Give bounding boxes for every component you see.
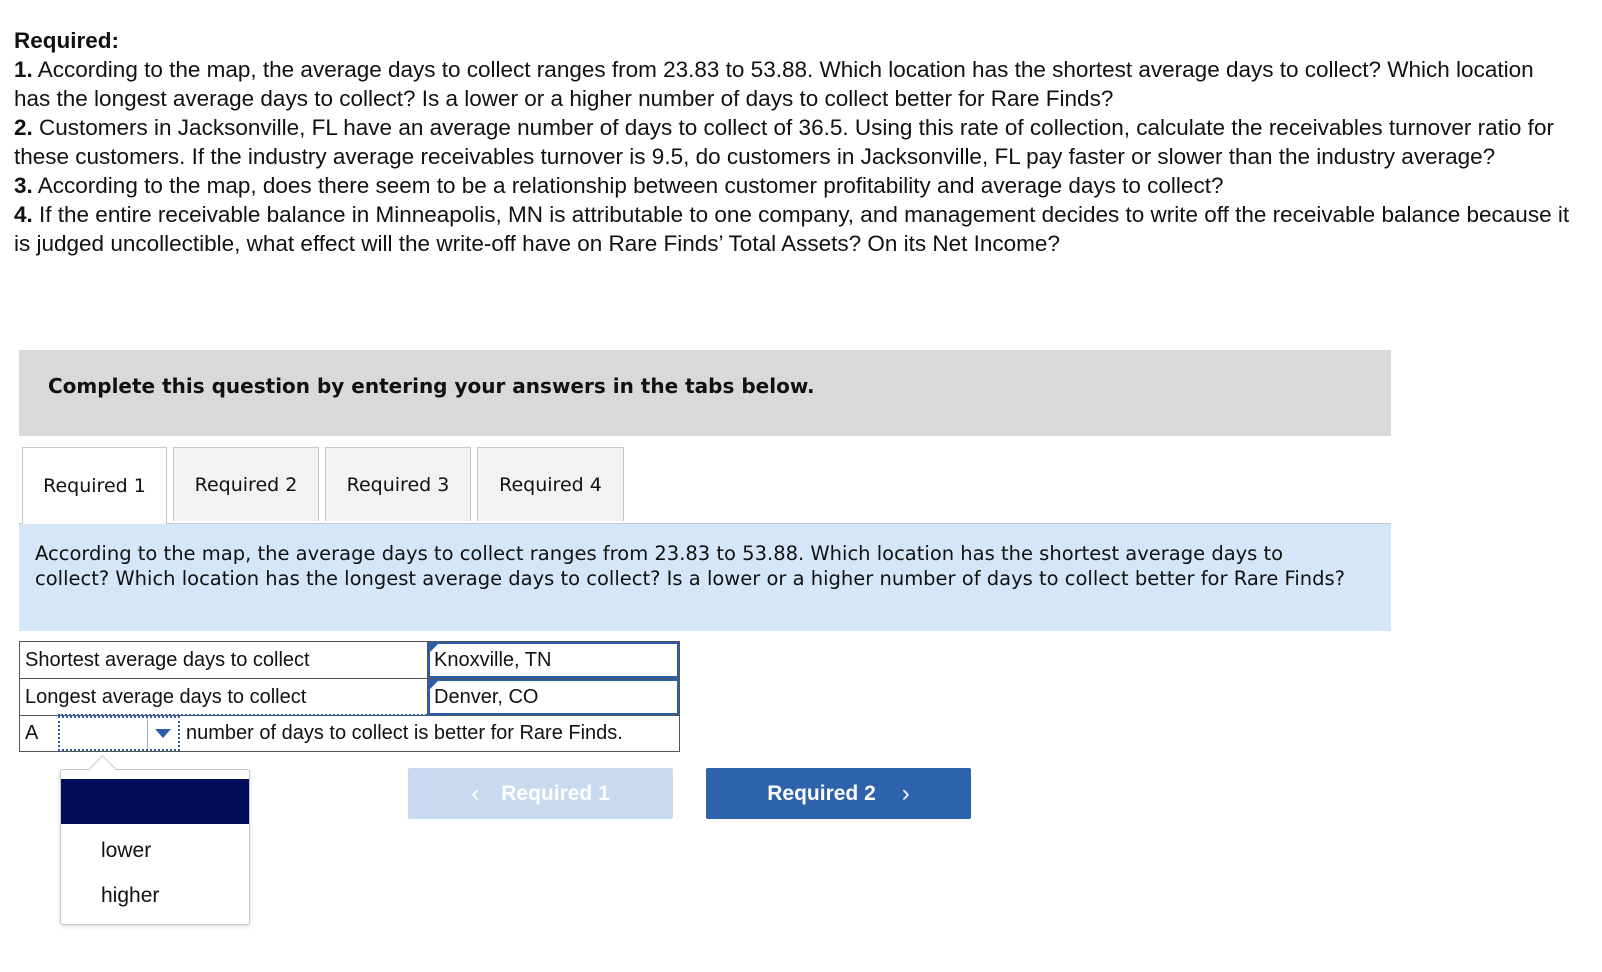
shortest-location-value: Knoxville, TN: [434, 648, 552, 671]
chevron-down-icon: [155, 729, 171, 738]
tab-required-3[interactable]: Required 3: [325, 447, 471, 521]
instruction-number: 1.: [14, 57, 33, 82]
question-panel: [19, 524, 1391, 631]
tab-required-4[interactable]: Required 4: [477, 447, 624, 521]
answer-table: [19, 641, 680, 752]
instruction-item-1: [14, 55, 1574, 113]
next-button-label: Required 2: [767, 781, 876, 805]
instruction-number: 2.: [14, 115, 33, 140]
instruction-number: 4.: [14, 202, 33, 227]
table-row: [20, 679, 679, 716]
previous-button-label: Required 1: [501, 781, 610, 805]
chevron-right-icon: ›: [901, 779, 910, 807]
dropdown-option-lower[interactable]: lower: [101, 839, 152, 862]
instruction-text: According to the map, does there seem to be a relationship between customer profitability and average days to collect?: [32, 173, 1224, 198]
chevron-left-icon: ‹: [471, 779, 480, 807]
instructions-title: Required:: [14, 28, 120, 53]
instruction-text: According to the map, the average days to collect ranges from 23.83 to 53.88. Which location has the shortest average days to collect? Which location has the longest average days to collect? Is a lower or a higher number of days to collect better for Rare Finds?: [14, 57, 1534, 111]
dropdown-option-blank[interactable]: [61, 779, 249, 824]
dropdown-toggle[interactable]: [147, 718, 178, 749]
previous-button[interactable]: [408, 768, 673, 819]
longest-location-input[interactable]: [428, 679, 679, 715]
instructions-banner: [19, 350, 1391, 436]
tab-required-2[interactable]: Required 2: [173, 447, 319, 521]
sentence-prefix: A: [25, 722, 39, 744]
longest-location-value: Denver, CO: [434, 685, 539, 708]
tab-required-1[interactable]: Required 1: [22, 447, 167, 524]
row-label-longest: Longest average days to collect: [20, 679, 428, 715]
instruction-item-4: [14, 200, 1574, 258]
cell-marker-icon: [430, 644, 438, 652]
dropdown-caret: [89, 755, 116, 782]
row-label-shortest: Shortest average days to collect: [20, 642, 428, 678]
dropdown-menu: [60, 769, 250, 925]
instructions: [14, 26, 1574, 258]
banner-text: Complete this question by entering your answers in the tabs below.: [48, 374, 815, 398]
instruction-text: Customers in Jacksonville, FL have an average number of days to collect of 36.5. Using this rate of collection, calculate the receivables turnover ratio for these customers. If the industry average receivables turnover is 9.5, do customers in Jacksonville, FL pay faster or slower than the industry average?: [14, 115, 1554, 169]
question-text: According to the map, the average days to collect ranges from 23.83 to 53.88. Which location has the shortest average days to collect? Which location has the longest average days to collect? Is a lower or a higher number of days to collect better for Rare Finds?: [35, 542, 1346, 590]
shortest-location-input[interactable]: [428, 642, 679, 678]
next-button[interactable]: [706, 768, 971, 819]
instruction-item-3: [14, 171, 1574, 200]
table-row: [20, 642, 679, 679]
instruction-text: If the entire receivable balance in Minneapolis, MN is attributable to one company, and management decides to write off the receivable balance because it is judged uncollectible, what effect will the write-off have on Rare Finds’ Total Assets? On its Net Income?: [14, 202, 1570, 256]
lower-higher-select[interactable]: [58, 716, 180, 751]
sentence-suffix: number of days to collect is better for Rare Finds.: [186, 722, 623, 744]
cell-marker-icon: [430, 681, 438, 689]
instruction-number: 3.: [14, 173, 33, 198]
dropdown-option-higher[interactable]: higher: [101, 884, 160, 907]
table-row: [20, 716, 679, 751]
instruction-item-2: [14, 113, 1574, 171]
